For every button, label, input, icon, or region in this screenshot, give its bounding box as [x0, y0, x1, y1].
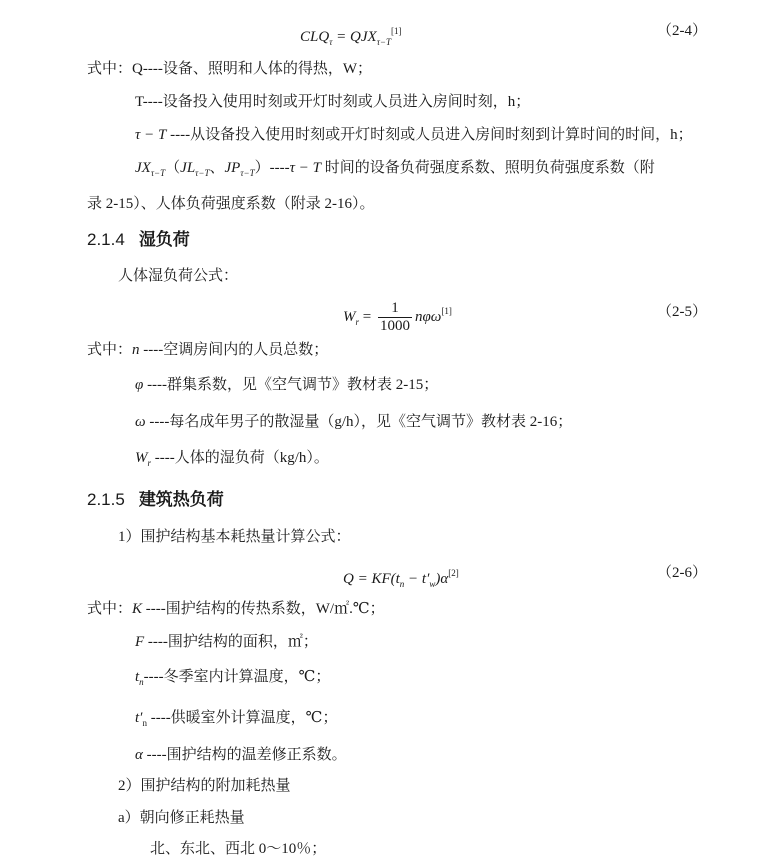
section-title: 建筑热负荷: [138, 490, 224, 509]
omega-text: ----每名成年男子的散湿量（g/h），见《空气调节》教材表 2-16；: [145, 414, 573, 430]
tn-text: ----冬季室内计算温度，℃；: [143, 669, 331, 685]
list-item-1: 1）围护结构基本耗热量计算公式：: [118, 529, 351, 545]
paren-close: ）: [254, 160, 270, 176]
equation-number-2-5: （2-5）: [657, 304, 707, 320]
definition-lead: 式中：: [87, 342, 133, 358]
separator: 、: [209, 160, 225, 176]
equation-number-2-6: （2-6）: [657, 565, 707, 581]
eq-lhs-sub: τ: [329, 37, 333, 47]
eq-ref: [1]: [391, 26, 402, 36]
list-item-2: 2）围护结构的附加耗热量: [118, 778, 291, 794]
section-number: 2.1.4: [87, 230, 125, 249]
equation-2-4: [300, 21, 402, 52]
definition-lead: 式中：: [87, 601, 133, 617]
eq-left: Q = KF(t: [343, 571, 400, 587]
tau-text: ----从设备投入使用时刻或开灯时刻或人员进入房间时刻到计算时间的时间，h；: [166, 127, 693, 143]
omega-symbol: ω: [135, 414, 146, 430]
k-text: ----围护结构的传热系数，W/㎡.℃；: [142, 601, 385, 617]
eq-tw-sub: w: [429, 579, 436, 589]
definition-t: T----设备投入使用时刻或开灯时刻或人员进入房间时刻，h；: [135, 94, 531, 110]
f-symbol: F: [135, 634, 145, 650]
equation-number-2-4: （2-4）: [657, 23, 707, 39]
definition-q: [87, 59, 372, 79]
definition-tau: [135, 125, 693, 145]
jx-dashes: ----: [269, 160, 290, 176]
jx-tau: τ − T: [289, 160, 321, 176]
definition-lead: 式中：: [87, 61, 133, 77]
definition-jx: [135, 158, 655, 183]
tw-sub: n: [142, 718, 147, 728]
definition-q-text: Q----设备、照明和人体的得热，W；: [132, 61, 372, 77]
tw-symbol: t′: [135, 710, 143, 726]
n-text: ----空调房间内的人员总数；: [139, 342, 329, 358]
wet-load-intro: 人体湿负荷公式：: [118, 268, 239, 284]
definition-tw: [135, 708, 337, 733]
paren-open: （: [165, 160, 181, 176]
definition-tn: [135, 667, 330, 692]
section-number: 2.1.5: [87, 490, 125, 509]
definition-phi: [135, 375, 438, 395]
k-symbol: K: [132, 601, 143, 617]
jl-symbol: JL: [180, 160, 196, 176]
eq-lhs-sub: r: [355, 317, 360, 327]
tw-text: ----供暖室外计算温度，℃；: [146, 710, 338, 726]
definition-wr: [135, 448, 329, 473]
eq-ref: [2]: [448, 568, 459, 578]
f-text: ----围护结构的面积，㎡；: [144, 634, 318, 650]
definition-alpha: [135, 745, 347, 765]
definition-k: [87, 599, 385, 619]
jx-text: 时间的设备负荷强度系数、照明负荷强度系数（附: [320, 160, 655, 176]
tn-symbol: t: [135, 669, 140, 685]
definition-omega: [135, 412, 572, 432]
eq-minus: − t′: [404, 571, 430, 587]
phi-text: ----群集系数，见《空气调节》教材表 2-15；: [143, 377, 439, 393]
orientation-north: 北、东北、西北 0～10％；: [150, 841, 327, 857]
tn-sub: n: [139, 677, 144, 687]
list-item-a: a）朝向修正耗热量: [118, 810, 245, 826]
jp-sub: τ−T: [240, 168, 255, 178]
definition-jx-continued: 录 2-15）、人体负荷强度系数（附录 2-16）。: [87, 196, 375, 212]
fraction: [378, 300, 412, 335]
wr-sub: r: [147, 458, 152, 468]
section-title: 湿负荷: [138, 230, 190, 249]
eq-right: )α: [435, 571, 449, 587]
section-heading-2-1-5: [87, 489, 224, 511]
eq-equals: =: [362, 309, 372, 325]
tau-symbol: τ − T: [135, 127, 167, 143]
definition-n: [87, 340, 328, 360]
eq-lhs: W: [343, 309, 356, 325]
jp-symbol: JP: [224, 160, 241, 176]
eq-rhs-sub: τ−T: [376, 37, 392, 47]
eq-ref: [1]: [441, 306, 452, 316]
alpha-text: ----围护结构的温差修正系数。: [142, 747, 347, 763]
definition-f: [135, 632, 318, 652]
equation-2-6: [343, 563, 459, 594]
wr-text: ----人体的湿负荷（kg/h）。: [151, 450, 329, 466]
fraction-numerator: 1: [378, 300, 412, 318]
jx-sub: τ−T: [150, 168, 166, 178]
eq-tn-sub: n: [399, 579, 405, 589]
alpha-symbol: α: [135, 747, 143, 763]
n-symbol: n: [132, 342, 140, 358]
section-heading-2-1-4: [87, 229, 190, 251]
eq-rhs: = QJX: [336, 29, 377, 45]
equation-2-5: [343, 292, 452, 341]
eq-lhs: CLQ: [300, 29, 330, 45]
eq-rhs: nφω: [414, 309, 442, 325]
jl-sub: τ−T: [195, 168, 210, 178]
phi-symbol: φ: [135, 377, 144, 393]
jx-symbol: JX: [135, 160, 151, 176]
fraction-denominator: 1000: [379, 318, 410, 335]
wr-symbol: W: [135, 450, 148, 466]
